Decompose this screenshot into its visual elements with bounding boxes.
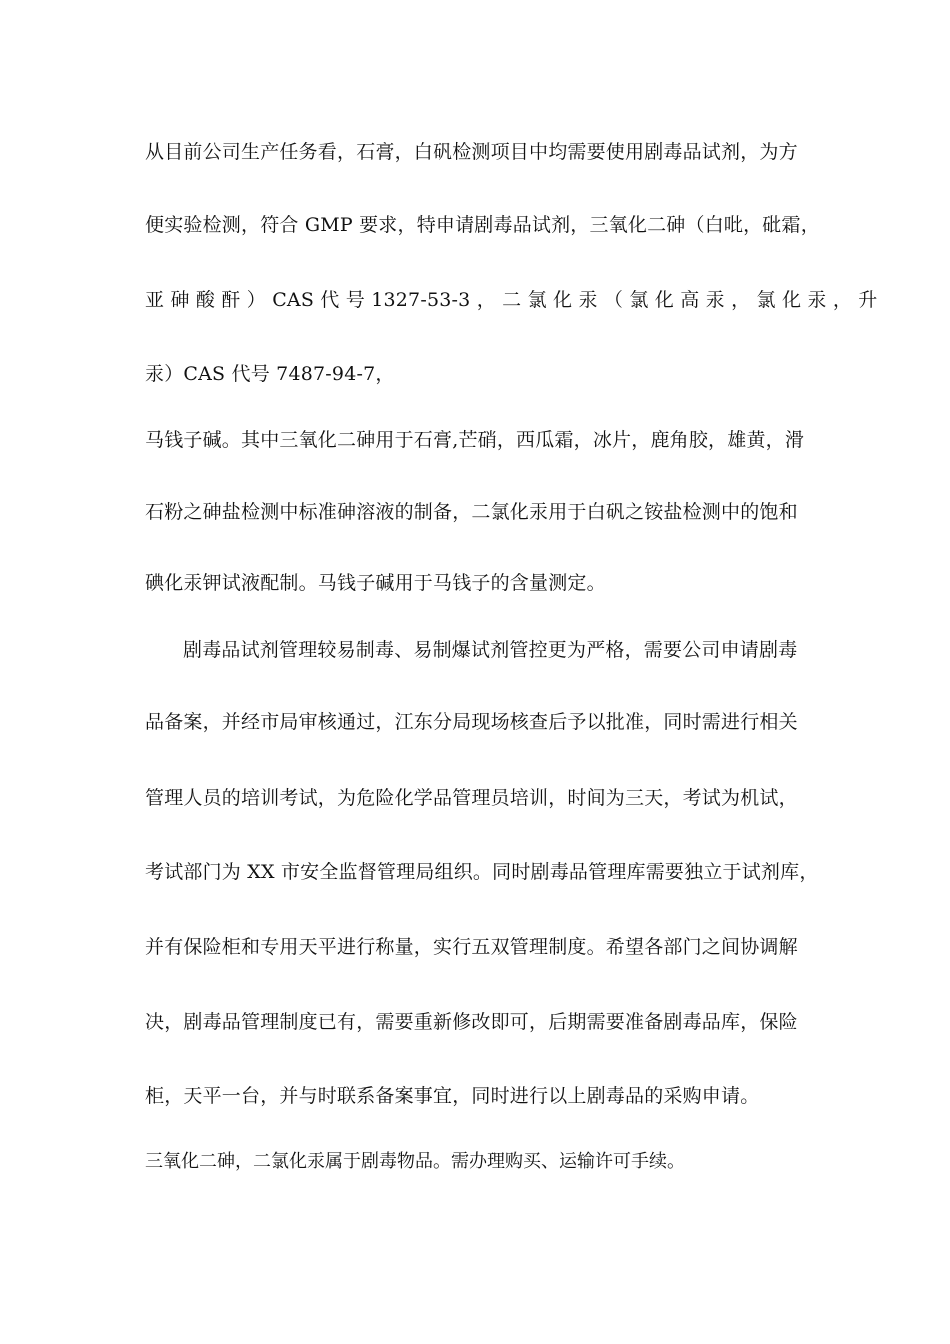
paragraph-line: 三氧化二砷，二氯化汞属于剧毒物品。需办理购买、运输许可手续。: [145, 1151, 685, 1172]
paragraph-line: 考试部门为 XX 市安全监督管理局组织。同时剧毒品管理库需要独立于试剂库，: [145, 861, 819, 883]
paragraph-line: 石粉之砷盐检测中标准砷溶液的制备，二氯化汞用于白矾之铵盐检测中的饱和: [145, 501, 798, 523]
paragraph-line: 亚 砷 酸 酐 ） CAS 代 号 1327-53-3 ， 二 氯 化 汞 （ 氯 化 高 汞 ， 氯 化 汞 ， 升: [145, 289, 878, 311]
paragraph-line: 并有保险柜和专用天平进行称量，实行五双管理制度。希望各部门之间协调解: [145, 936, 798, 958]
paragraph-line: 品备案，并经市局审核通过，江东分局现场核查后予以批准，同时需进行相关: [145, 711, 798, 733]
paragraph-line: 从目前公司生产任务看，石膏，白矾检测项目中均需要使用剧毒品试剂，为方: [145, 141, 798, 163]
paragraph-line: 汞）CAS 代号 7487-94-7，: [145, 363, 395, 385]
paragraph-line: 决，剧毒品管理制度已有，需要重新修改即可，后期需要准备剧毒品库，保险: [145, 1011, 798, 1033]
paragraph-line: 柜，天平一台，并与时联系备案事宜，同时进行以上剧毒品的采购申请。: [145, 1085, 760, 1107]
paragraph-line: 碘化汞钾试液配制。马钱子碱用于马钱子的含量测定。: [145, 572, 606, 594]
paragraph-line: 剧毒品试剂管理较易制毒、易制爆试剂管控更为严格，需要公司申请剧毒: [183, 639, 798, 661]
paragraph-line: 马钱子碱。其中三氧化二砷用于石膏,芒硝，西瓜霜，冰片，鹿角胶，雄黄，滑: [145, 429, 805, 451]
paragraph-line: 管理人员的培训考试，为危险化学品管理员培训，时间为三天，考试为机试，: [145, 787, 798, 809]
paragraph-line: 便实验检测，符合 GMP 要求，特申请剧毒品试剂，三氧化二砷（白吡，砒霜，: [145, 214, 820, 236]
